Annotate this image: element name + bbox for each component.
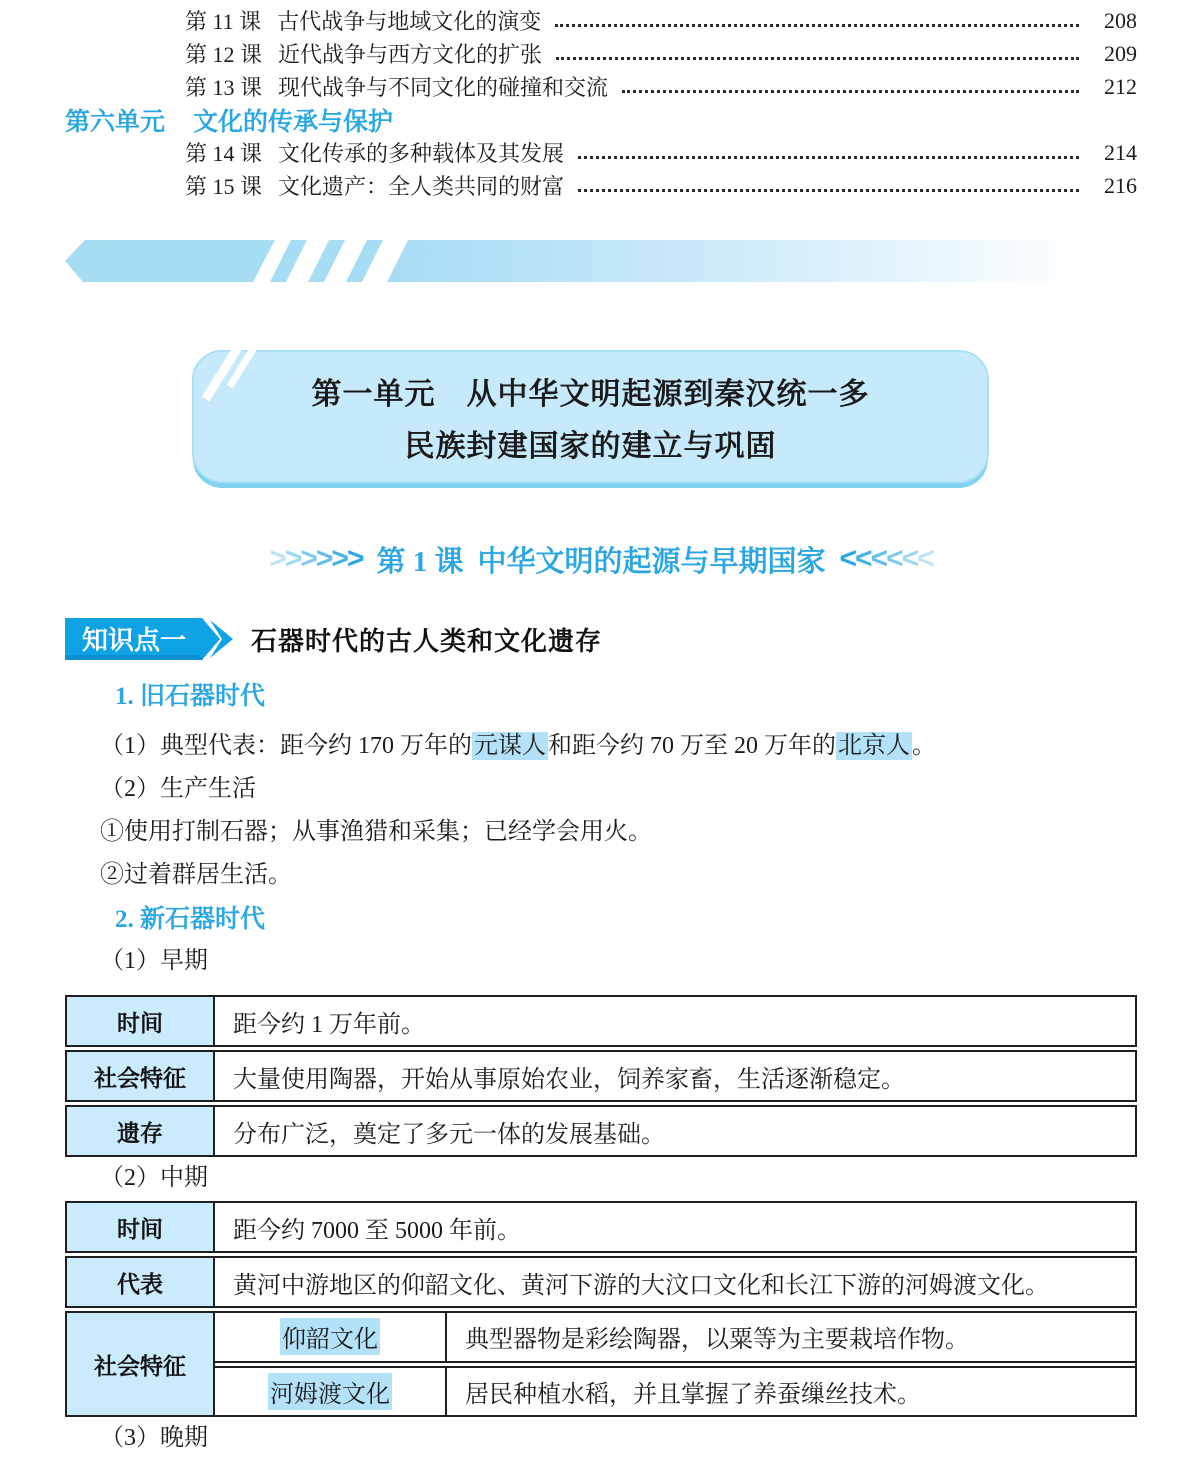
- row-value: 距今约 1 万年前。: [233, 1011, 425, 1038]
- section-heading-new-stone-age: 2. 新石器时代: [115, 906, 266, 933]
- chevrons-left-icon: >>>>>>: [269, 542, 363, 575]
- culture-name-cell: [215, 1313, 447, 1361]
- highlighted-term: 元谋人: [474, 733, 546, 759]
- row-value: 距今约 7000 至 5000 年前。: [233, 1217, 521, 1244]
- table-row: [65, 1256, 1137, 1308]
- unit-title-line2: 民族封建国家的建立与巩固: [404, 429, 777, 463]
- highlighted-term: 北京人: [838, 733, 910, 759]
- toc-page-number: 209: [1104, 40, 1137, 66]
- subsection-early-label: （1）早期: [100, 948, 208, 974]
- toc-unit-label: 第六单元: [65, 107, 166, 136]
- toc-page-number: 214: [1104, 139, 1137, 165]
- highlighted-term: 河姆渡文化: [268, 1373, 392, 1410]
- knowledge-point-header: [65, 618, 1137, 660]
- toc-dotted-leader: [578, 146, 1079, 159]
- toc-course-title: 文化遗产：全人类共同的财富: [278, 174, 565, 199]
- toc-course-title: 现代战争与不同文化的碰撞和交流: [278, 75, 609, 100]
- unit-title-line1: 第一单元 从中华文明起源到秦汉统一多: [311, 377, 870, 411]
- paragraph-typical-representatives: [100, 725, 1137, 768]
- toc-unit-title: 文化的传承与保护: [193, 107, 394, 136]
- sub-row: [215, 1313, 1135, 1363]
- row-value: 分布广泛，奠定了多元一体的发展基础。: [233, 1121, 665, 1148]
- toc-course-label: 第 15 课: [185, 174, 263, 199]
- toc-course-label: 第 12 课: [185, 42, 263, 67]
- knowledge-point-badge-label: 知识点一: [81, 624, 186, 655]
- culture-description-cell: 典型器物是彩绘陶器，以粟等为主要栽培作物。: [465, 1327, 969, 1354]
- table-row: [65, 1201, 1137, 1253]
- culture-description-cell: 居民种植水稻，并且掌握了养蚕缫丝技术。: [465, 1381, 921, 1408]
- toc-course-title: 古代战争与地域文化的演变: [277, 9, 542, 34]
- row-header: 时间: [67, 997, 215, 1045]
- toc-entry: [65, 37, 1137, 70]
- toc-course-title: 近代战争与西方文化的扩张: [278, 42, 543, 67]
- lesson-number: 第 1 课: [376, 545, 464, 578]
- toc-course-title: 文化传承的多种载体及其发展: [278, 141, 565, 166]
- toc-page-number: 208: [1104, 7, 1137, 33]
- section-heading-old-stone-age: 1. 旧石器时代: [115, 683, 266, 710]
- table-early-period: [65, 995, 1137, 1157]
- row-header: 社会特征: [67, 1052, 215, 1100]
- culture-name-cell: [215, 1368, 447, 1416]
- paragraph-production-life: （2）生产生活: [100, 776, 256, 802]
- toc-course-label: 第 11 课: [185, 9, 262, 34]
- knowledge-point-badge: [65, 618, 235, 660]
- text-segment: 和距今约 70 万至 20 万年的: [548, 733, 836, 759]
- lesson-title: 中华文明的起源与早期国家: [477, 545, 826, 578]
- table-row-merged: [65, 1311, 1137, 1417]
- subsection-late-label: （3）晚期: [100, 1425, 208, 1451]
- text-segment: 。: [912, 733, 936, 759]
- toc-entry: [65, 136, 1137, 169]
- divider-banner-graphic: [65, 240, 1131, 282]
- toc-entry: [65, 169, 1137, 202]
- knowledge-point-title: 石器时代的古人类和文化遗存: [251, 625, 603, 656]
- toc-dotted-leader: [555, 14, 1079, 27]
- sub-rows: [215, 1313, 1135, 1415]
- toc-dotted-leader: [622, 80, 1079, 93]
- table-row: [65, 1105, 1137, 1157]
- row-value: 黄河中游地区的仰韶文化、黄河下游的大汶口文化和长江下游的河姆渡文化。: [233, 1272, 1049, 1299]
- row-header: 遗存: [67, 1107, 215, 1155]
- toc-course-label: 第 13 课: [185, 75, 263, 100]
- row-header: 代表: [67, 1258, 215, 1306]
- toc-unit-entry: [65, 103, 1137, 136]
- highlighted-term: 仰韶文化: [280, 1318, 380, 1355]
- subsection-middle-label: （2）中期: [100, 1165, 208, 1191]
- sub-row: [215, 1366, 1135, 1416]
- lesson-heading: [65, 535, 1137, 583]
- chevrons-right-icon: <<<<<<: [839, 542, 933, 575]
- toc-dotted-leader: [556, 47, 1079, 60]
- paragraph-item-2: ②过着群居生活。: [100, 862, 292, 888]
- text-segment: （1）典型代表：距今约 170 万年的: [100, 733, 472, 759]
- table-row: [65, 1050, 1137, 1102]
- toc-entry: [65, 4, 1137, 37]
- table-of-contents: [65, 4, 1137, 202]
- row-header: 时间: [67, 1203, 215, 1251]
- table-row: [65, 995, 1137, 1047]
- paragraph-item-1: ①使用打制石器；从事渔猎和采集；已经学会用火。: [100, 819, 652, 845]
- table-middle-period: [65, 1201, 1137, 1417]
- row-value: 大量使用陶器，开始从事原始农业，饲养家畜，生活逐渐稳定。: [233, 1066, 905, 1093]
- unit-title-box-body: [192, 350, 989, 483]
- row-header: 社会特征: [67, 1313, 215, 1415]
- toc-page-number: 212: [1104, 73, 1137, 99]
- toc-dotted-leader: [578, 179, 1079, 192]
- unit-title-box: [192, 350, 989, 483]
- toc-course-label: 第 14 课: [185, 141, 263, 166]
- toc-entry: [65, 70, 1137, 103]
- toc-page-number: 216: [1104, 172, 1137, 198]
